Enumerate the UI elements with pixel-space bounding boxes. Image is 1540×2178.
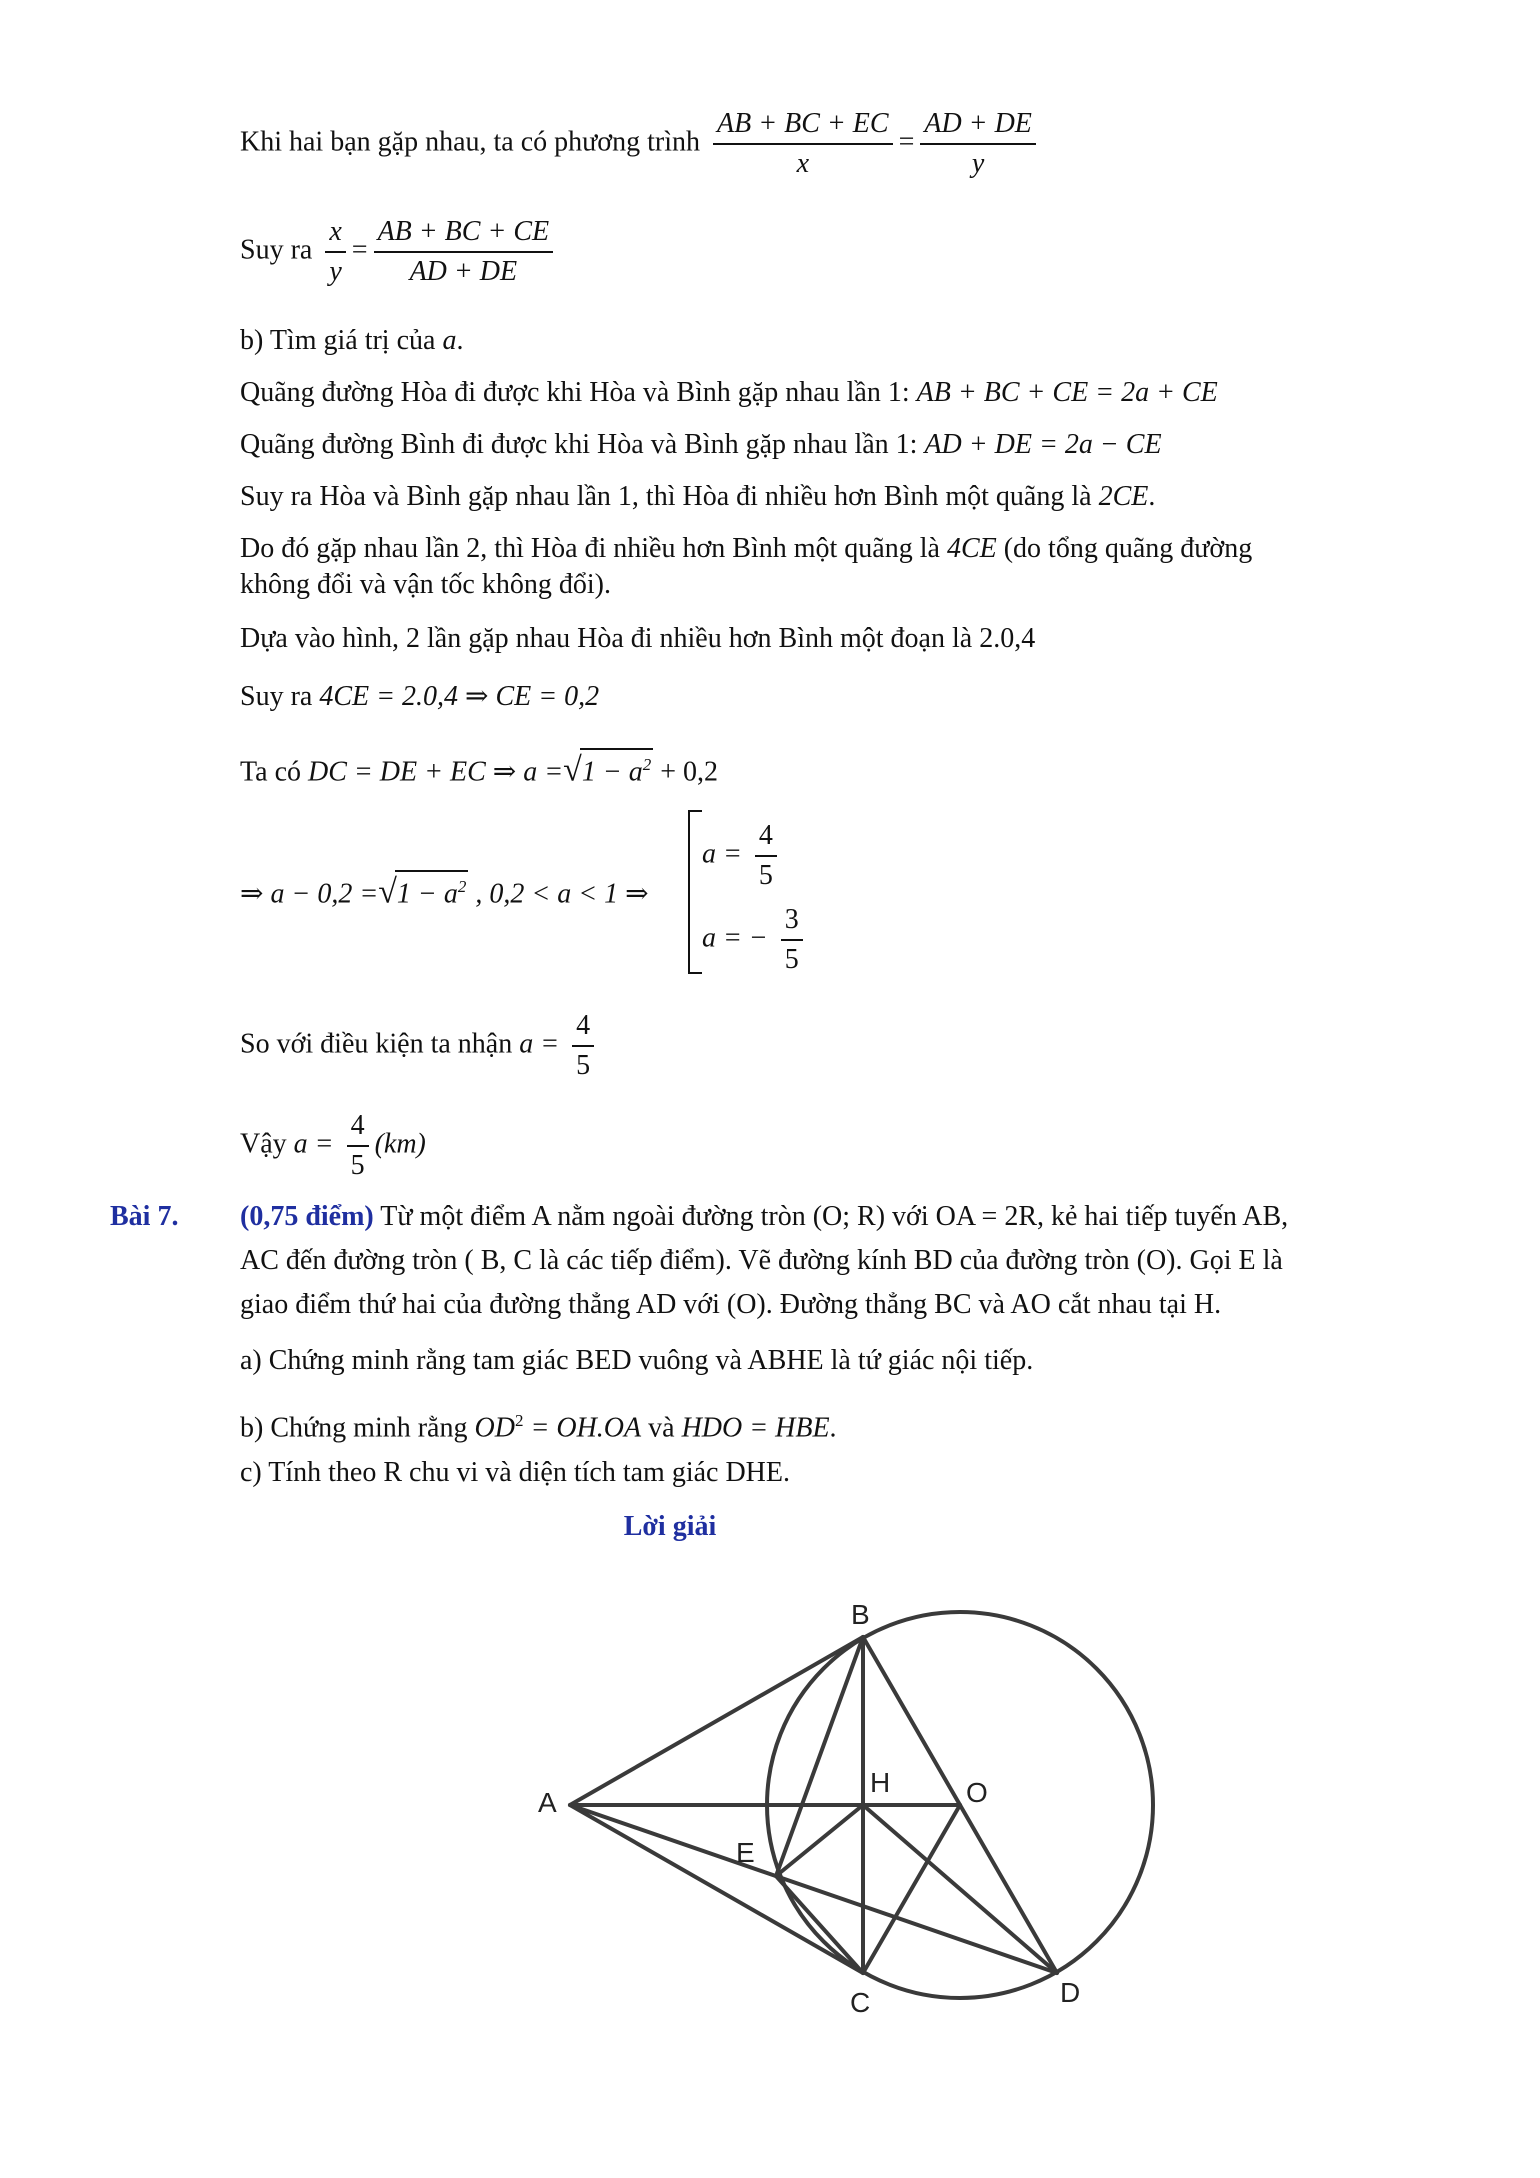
math: 2CE bbox=[1098, 481, 1149, 512]
numerator: AB + BC + CE bbox=[374, 216, 554, 253]
text: Khi hai bạn gặp nhau, ta có phương trình bbox=[240, 126, 700, 158]
text: Suy ra Hòa và Bình gặp nhau lần 1, thì Hòa đi nhiều hơn Bình một quãng là bbox=[240, 481, 1092, 512]
text: Do đó gặp nhau lần 2, thì Hòa đi nhiều hơn Bình một quãng là bbox=[240, 533, 940, 564]
math: a = − bbox=[702, 922, 768, 954]
text: So với điều kiện ta nhận bbox=[240, 1028, 513, 1060]
math: = OH.OA bbox=[530, 1412, 642, 1444]
solution-title: Lời giải bbox=[623, 1511, 717, 1542]
denominator: AD + DE bbox=[409, 256, 518, 287]
numerator: AD + DE bbox=[920, 108, 1036, 145]
radicand-text: 1 − a bbox=[396, 878, 458, 910]
points-label: (0,75 điểm) bbox=[240, 1201, 374, 1232]
text: a) Chứng minh rằng tam giác BED vuông và ABHE là tứ giác nội tiếp. bbox=[240, 1345, 1034, 1376]
exponent: 2 bbox=[457, 877, 467, 896]
text: Quãng đường Hòa đi được khi Hòa và Bình gặp nhau lần 1: bbox=[240, 377, 910, 408]
label-h: H bbox=[870, 1767, 891, 1798]
question-b: b) Chứng minh rằng $OD^2 = OH.OA$ và HDO = HBE. bbox=[240, 1411, 837, 1444]
segment-co bbox=[863, 1805, 960, 1973]
math: + 0,2 bbox=[660, 756, 719, 788]
denominator: 5 bbox=[758, 860, 773, 891]
text: Vậy bbox=[240, 1128, 287, 1160]
text: c) Tính theo R chu vi và diện tích tam giác DHE. bbox=[240, 1457, 791, 1488]
radicand-text: 1 − a bbox=[581, 756, 643, 788]
label-b: B bbox=[851, 1599, 870, 1630]
numerator: 4 bbox=[755, 820, 777, 857]
math: HDO = HBE bbox=[681, 1412, 830, 1444]
text: Suy ra bbox=[240, 681, 313, 712]
equation-line-2: Suy ra $\frac{x}{y}$ = $\frac{AB + BC + CE}{AD + DE}$ bbox=[240, 216, 559, 288]
text-line-6: Suy ra Hòa và Bình gặp nhau lần 1, thì Hòa đi nhiều hơn Bình một quãng là 2CE. bbox=[240, 481, 1156, 512]
label-o: O bbox=[966, 1777, 988, 1808]
math: DC = DE + EC ⇒ a = bbox=[308, 756, 564, 788]
segment-ad bbox=[570, 1805, 1057, 1973]
sqrt-icon: √ bbox=[563, 751, 582, 789]
denominator: 5 bbox=[576, 1050, 591, 1081]
denominator: x bbox=[796, 148, 809, 179]
math: 4CE = 2.0,4 ⇒ CE = 0,2 bbox=[319, 681, 600, 712]
exponent: 2 bbox=[642, 755, 652, 774]
text: Quãng đường Bình đi được khi Hòa và Bình gặp nhau lần 1: bbox=[240, 429, 918, 460]
problem-label: Bài 7. bbox=[110, 1201, 179, 1232]
text: Ta có bbox=[240, 756, 302, 788]
text: (do tổng quãng đường bbox=[1003, 533, 1253, 564]
math: ⇒ a − 0,2 = bbox=[240, 878, 379, 910]
numerator: AB + BC + EC bbox=[713, 108, 893, 145]
label-d: D bbox=[1060, 1977, 1081, 2008]
numerator: 4 bbox=[572, 1010, 594, 1047]
math: 4CE bbox=[946, 533, 997, 564]
label-a: A bbox=[538, 1787, 557, 1818]
part-b-heading: b) Tìm giá trị của a. bbox=[240, 325, 464, 356]
label-e: E bbox=[736, 1837, 755, 1868]
denominator: 5 bbox=[784, 944, 799, 975]
numerator: 4 bbox=[347, 1110, 369, 1147]
label-c: C bbox=[850, 1987, 871, 2018]
denominator: y bbox=[329, 256, 342, 287]
numerator: 3 bbox=[781, 904, 803, 941]
text: AC đến đường tròn ( B, C là các tiếp điểm). Vẽ đường kính BD của đường tròn (O). Gọi E là bbox=[240, 1245, 1283, 1276]
text: Suy ra bbox=[240, 234, 313, 266]
math: OD bbox=[474, 1412, 515, 1444]
segment-ab bbox=[570, 1637, 863, 1805]
math: a bbox=[442, 325, 457, 356]
sqrt-icon: √ bbox=[378, 873, 397, 911]
text: không đổi và vận tốc không đổi). bbox=[240, 569, 611, 600]
math: a = bbox=[293, 1128, 334, 1160]
text: b) Tìm giá trị của bbox=[240, 325, 436, 356]
exponent: 2 bbox=[514, 1411, 524, 1430]
text: b) Chứng minh rằng bbox=[240, 1412, 468, 1444]
denominator: 5 bbox=[350, 1150, 365, 1181]
math: AB + BC + CE = 2a + CE bbox=[916, 377, 1218, 408]
text: giao điểm thứ hai của đường thẳng AD với (O). Đường thẳng BC và AO cắt nhau tại H. bbox=[240, 1289, 1222, 1320]
math: AD + DE = 2a − CE bbox=[924, 429, 1162, 460]
math: a = bbox=[702, 838, 742, 870]
segment-hd bbox=[863, 1805, 1057, 1973]
math: , 0,2 < a < 1 ⇒ bbox=[475, 878, 649, 910]
math: 2.0,4 bbox=[979, 623, 1036, 654]
text: Từ một điểm A nằm ngoài đường tròn (O; R) với OA = 2R, kẻ hai tiếp tuyến AB, bbox=[380, 1201, 1289, 1232]
math: a = bbox=[519, 1028, 560, 1060]
math: (km) bbox=[374, 1128, 426, 1160]
denominator: y bbox=[971, 148, 985, 179]
equation-line-1: Khi hai bạn gặp nhau, ta có phương trình $\frac{AB + BC + EC}{x}$ = $\frac{AD + DE}{y}$ bbox=[240, 108, 1042, 180]
text: và bbox=[648, 1412, 675, 1444]
text: Dựa vào hình, 2 lần gặp nhau Hòa đi nhiều hơn Bình một đoạn là bbox=[240, 623, 973, 654]
numerator: x bbox=[325, 216, 345, 253]
